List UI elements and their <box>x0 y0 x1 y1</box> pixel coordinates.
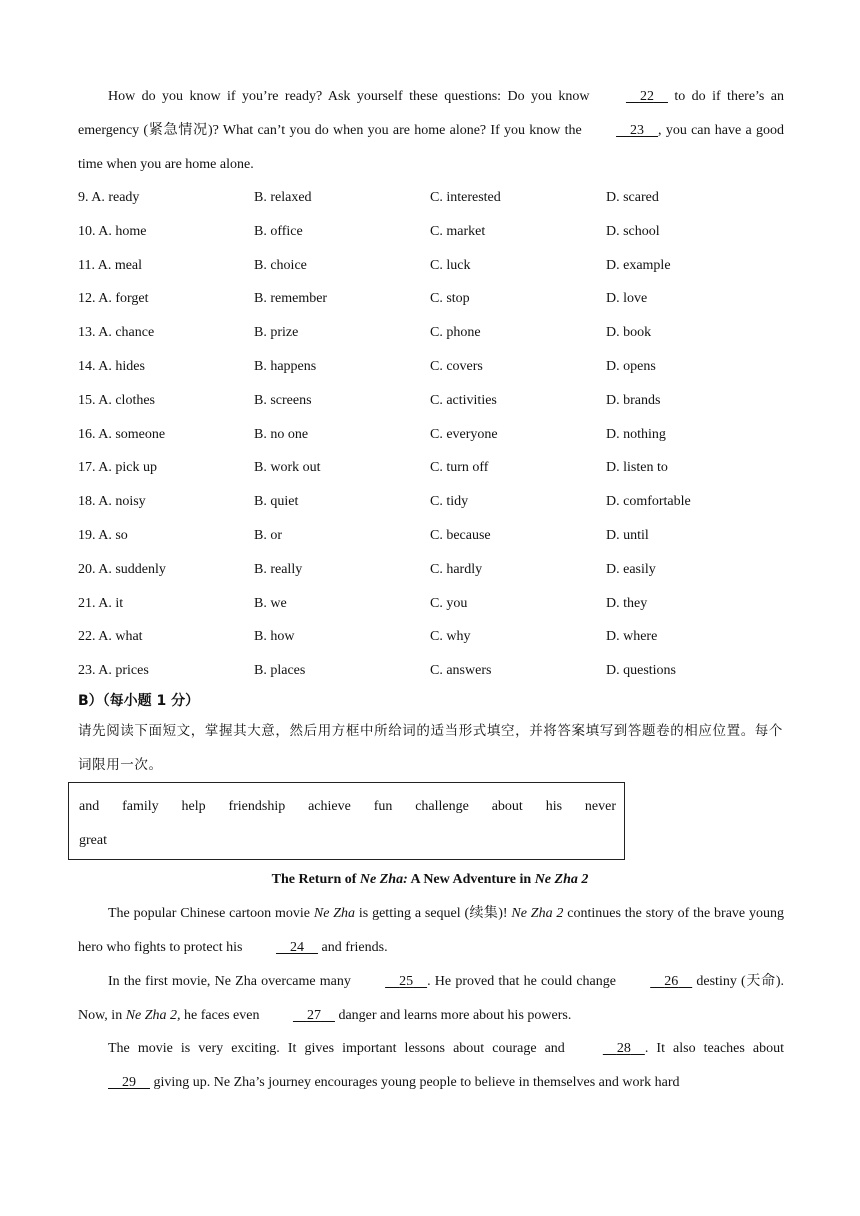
blank-number: 28 <box>616 1041 631 1056</box>
option-b: B. prize <box>254 325 299 341</box>
option-a: 15. A. clothes <box>78 392 155 408</box>
option-d: D. scared <box>606 190 659 205</box>
option-row <box>78 316 784 350</box>
option-a: 21. A. it <box>78 595 124 611</box>
blank-number: 27 <box>306 1008 321 1023</box>
option-d: D. until <box>606 527 649 543</box>
option-d: D. example <box>606 257 671 273</box>
option-d: D. where <box>606 629 658 645</box>
option-c: C. phone <box>430 325 481 341</box>
option-a: 19. A. so <box>78 527 128 543</box>
blank-27 <box>263 999 335 1033</box>
option-c: C. activities <box>430 392 497 408</box>
paragraph-text: . It also teaches about <box>644 1041 784 1056</box>
option-d: D. school <box>606 223 660 239</box>
option-a: 16. A. someone <box>78 426 166 442</box>
option-c: C. hardly <box>430 561 483 577</box>
paragraph-text: and friends. <box>317 940 388 955</box>
option-a: 9. A. ready <box>78 190 140 205</box>
option-a: 18. A. noisy <box>78 494 146 510</box>
paragraph-italic: Ne Zha <box>313 906 356 921</box>
option-row <box>78 485 784 519</box>
word-box-word: family <box>122 799 159 814</box>
word-box-row <box>79 790 616 824</box>
passage-b-paragraph-3 <box>78 1032 784 1100</box>
paragraph-text: danger and learns more about his powers. <box>334 1008 572 1023</box>
option-b: B. really <box>254 561 303 577</box>
title-text: A New Adventure in <box>407 872 535 887</box>
option-row <box>78 181 784 215</box>
word-box-word: challenge <box>415 799 469 814</box>
option-d: D. brands <box>606 392 661 408</box>
blank-23 <box>586 114 658 148</box>
blank-24 <box>246 931 318 965</box>
option-b: B. how <box>254 629 295 645</box>
section-b-instructions: 请先阅读下面短文，掌握其大意，然后用方框中所给词的适当形式填空，并将答案填写到答题卷的相应位置。每个词限用一次。 <box>78 723 783 773</box>
option-c: C. market <box>430 223 486 239</box>
option-c: C. because <box>430 527 491 543</box>
option-d: D. nothing <box>606 426 666 442</box>
option-b: B. work out <box>254 460 321 476</box>
option-row <box>78 418 784 452</box>
word-box-word: great <box>79 833 107 848</box>
option-b: B. or <box>254 527 282 543</box>
paragraph-text: The movie is very exciting. It gives important lessons about courage and <box>108 1041 573 1056</box>
option-a: 23. A. prices <box>78 663 149 679</box>
option-row <box>78 215 784 249</box>
paragraph-text: The popular Chinese cartoon movie <box>108 906 314 921</box>
option-a: 11. A. meal <box>78 257 143 273</box>
option-row <box>78 249 784 283</box>
option-d: D. love <box>606 291 648 307</box>
blank-number: 23 <box>630 123 645 138</box>
passage-b-paragraph-2 <box>78 965 784 1033</box>
blank-29 <box>78 1066 150 1100</box>
word-box-word: never <box>584 799 616 814</box>
option-row <box>78 519 784 553</box>
blank-26 <box>620 965 692 999</box>
blank-25 <box>355 965 427 999</box>
option-a: 13. A. chance <box>78 325 155 341</box>
option-c: C. everyone <box>430 426 498 442</box>
option-row <box>78 654 784 688</box>
option-d: D. book <box>606 325 652 341</box>
option-a: 22. A. what <box>78 629 143 645</box>
option-c: C. you <box>430 595 468 611</box>
option-b: B. relaxed <box>254 190 312 205</box>
option-row <box>78 350 784 384</box>
option-row <box>78 587 784 621</box>
option-b: B. screens <box>254 392 312 408</box>
section-b-heading: B）（每小题 1 分） <box>78 693 200 709</box>
option-b: B. we <box>254 595 287 611</box>
option-c: C. stop <box>430 291 470 307</box>
option-row <box>78 282 784 316</box>
word-box-word: about <box>491 799 523 814</box>
title-italic: Ne Zha 2 <box>534 872 589 887</box>
blank-number: 26 <box>664 974 679 989</box>
option-c: C. answers <box>430 663 492 679</box>
passage-b-paragraph-1 <box>78 897 784 965</box>
paragraph-italic: Ne Zha 2 <box>511 906 564 921</box>
word-box-word: fun <box>373 799 393 814</box>
option-c: C. luck <box>430 257 471 273</box>
blank-number: 25 <box>399 974 414 989</box>
option-d: D. listen to <box>606 460 668 476</box>
paragraph-text: destiny (天命). Now, in <box>78 974 784 1023</box>
option-b: B. remember <box>254 291 328 307</box>
word-box-word: and <box>79 799 100 814</box>
word-box-row <box>79 824 107 858</box>
blank-number: 24 <box>289 940 304 955</box>
blank-28 <box>573 1032 645 1066</box>
option-b: B. choice <box>254 257 307 273</box>
option-row <box>78 553 784 587</box>
option-b: B. no one <box>254 426 309 442</box>
option-d: D. they <box>606 595 648 611</box>
option-a: 17. A. pick up <box>78 460 157 476</box>
option-c: C. covers <box>430 358 483 374</box>
option-d: D. questions <box>606 663 676 679</box>
option-a: 20. A. suddenly <box>78 561 166 577</box>
option-row <box>78 384 784 418</box>
option-d: D. easily <box>606 561 656 577</box>
paragraph-text: How do you know if you’re ready? Ask yourself these questions: Do you know <box>108 89 596 104</box>
paragraph-text: continues the story of the brave young hero who fights to protect his <box>78 906 784 955</box>
option-row <box>78 451 784 485</box>
paragraph-text: giving up. Ne Zha’s journey encourages young people to believe in themselves and work hard <box>150 1075 680 1090</box>
option-c: C. turn off <box>430 460 489 476</box>
option-b: B. places <box>254 663 306 679</box>
word-box-word: his <box>545 799 563 814</box>
option-a: 14. A. hides <box>78 358 145 374</box>
word-box-word: friendship <box>228 799 286 814</box>
paragraph-text: he faces even <box>180 1008 263 1023</box>
passage-a-paragraph <box>78 80 784 182</box>
option-c: C. interested <box>430 190 501 205</box>
word-box <box>68 782 625 860</box>
blank-number: 22 <box>639 89 654 104</box>
blank-number: 29 <box>122 1075 136 1090</box>
paragraph-text: , you can have a good time when you are home alone. <box>78 123 784 172</box>
paragraph-text: . He proved that he could change <box>427 974 621 989</box>
option-b: B. quiet <box>254 494 299 510</box>
option-c: C. tidy <box>430 494 469 510</box>
option-row <box>78 620 784 654</box>
option-c: C. why <box>430 629 471 645</box>
option-d: D. comfortable <box>606 494 691 510</box>
paragraph-text: is getting a sequel (续集)! <box>355 906 512 921</box>
option-d: D. opens <box>606 358 656 374</box>
blank-22 <box>596 80 668 114</box>
option-a: 12. A. forget <box>78 291 149 307</box>
word-box-word: help <box>181 799 206 814</box>
word-box-word: achieve <box>308 799 351 814</box>
paragraph-italic: Ne Zha 2, <box>125 1008 181 1023</box>
option-b: B. office <box>254 223 303 239</box>
option-a: 10. A. home <box>78 223 147 239</box>
title-italic: Ne Zha: <box>359 872 408 887</box>
paragraph-text: to do if there’s an emergency (紧急情况)? What can’t you do when you are home alone? If you know the <box>78 89 784 138</box>
passage-title <box>0 864 860 896</box>
option-b: B. happens <box>254 358 317 374</box>
answer-options <box>78 181 784 688</box>
paragraph-text: In the first movie, Ne Zha overcame many <box>108 974 356 989</box>
title-text: The Return of <box>271 872 360 887</box>
